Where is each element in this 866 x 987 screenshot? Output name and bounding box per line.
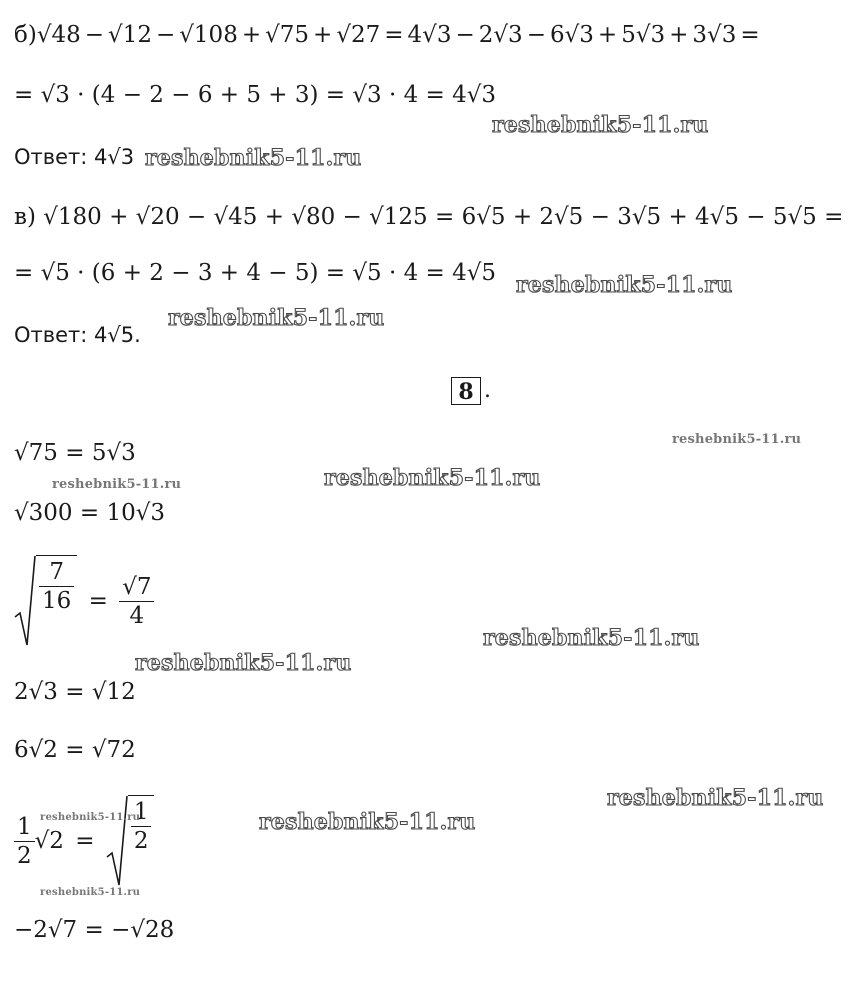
fraction-denominator: 4 — [129, 602, 145, 629]
watermark: reshebnik5-11.ru — [607, 785, 824, 811]
expression-token: √75 — [265, 22, 310, 48]
expression-token: √12 — [108, 22, 152, 48]
expression-token: − — [155, 22, 176, 48]
watermark: reshebnik5-11.ru — [52, 477, 182, 492]
fraction-1-2 — [14, 813, 35, 870]
task8-eq-2: √300 = 10√3 — [14, 500, 166, 526]
task8-eq-5: 6√2 = √72 — [14, 737, 136, 763]
watermark: reshebnik5-11.ru — [516, 272, 733, 298]
task8-eq-1: √75 = 5√3 — [14, 440, 136, 466]
part-b-expression — [37, 22, 764, 48]
task8-eq-7: −2√7 = −√28 — [14, 917, 175, 943]
watermark: reshebnik5-11.ru — [40, 812, 141, 823]
fraction-numerator: √7 — [119, 573, 154, 602]
fraction-denominator: 16 — [42, 588, 72, 614]
part-v-prefix: в) — [14, 204, 36, 230]
watermark: reshebnik5-11.ru — [483, 625, 700, 651]
watermark: reshebnik5-11.ru — [324, 465, 541, 491]
sqrt-of-fraction — [106, 795, 155, 887]
expression-token: 3√3 — [692, 22, 737, 48]
task-number-box: 8 — [451, 377, 481, 405]
fraction-numerator: 1 — [14, 813, 35, 842]
fraction-denominator: 2 — [17, 842, 32, 869]
watermark: reshebnik5-11.ru — [135, 650, 352, 676]
expression-token: 5√3 — [621, 22, 666, 48]
sqrt-of-fraction — [14, 555, 77, 647]
watermark: reshebnik5-11.ru — [168, 305, 385, 331]
expression-token: √108 — [179, 22, 238, 48]
task8-eq-3 — [14, 555, 154, 647]
fraction-numerator: 1 — [131, 798, 152, 827]
expression-token: + — [313, 22, 333, 48]
watermark: reshebnik5-11.ru — [145, 145, 362, 171]
watermark: reshebnik5-11.ru — [259, 809, 476, 835]
part-v-line-1 — [14, 202, 843, 232]
fraction-1-2-under-root — [131, 798, 152, 855]
part-v-expression: √180 + √20 − √45 + √80 − √125 = 6√5 + 2√5 − 3√5 + 4√5 − 5√5 = — [43, 204, 844, 230]
expression-token: = — [384, 22, 404, 48]
expression-token: − — [455, 22, 475, 48]
part-v-line-2: = √5 · (6 + 2 − 3 + 4 − 5) = √5 · 4 = 4√5 — [14, 260, 497, 286]
expression-token: 2√3 — [478, 22, 523, 48]
task8-eq-6 — [14, 795, 154, 887]
fraction-denominator: 2 — [133, 828, 149, 854]
part-b-line-2: = √3 · (4 − 2 − 6 + 5 + 3) = √3 · 4 = 4√3 — [14, 82, 497, 108]
expression-token: + — [669, 22, 689, 48]
expression-token: + — [241, 22, 262, 48]
expression-token: = — [740, 22, 760, 48]
radical-sign-icon — [106, 795, 128, 887]
watermark: reshebnik5-11.ru — [492, 112, 709, 138]
part-b-line-1 — [14, 20, 764, 50]
part-b-prefix: б) — [14, 22, 37, 48]
task8-eq-4: 2√3 = √12 — [14, 679, 136, 705]
part-b-answer: Ответ: 4√3 — [14, 145, 135, 169]
radical-sign-icon — [14, 555, 36, 647]
expression-token: 4√3 — [407, 22, 452, 48]
equals-sign: = — [75, 828, 95, 854]
watermark: reshebnik5-11.ru — [40, 887, 141, 898]
fraction-7-16 — [39, 558, 74, 615]
expression-token: √27 — [336, 22, 381, 48]
expression-token: + — [597, 22, 618, 48]
expression-token: √48 — [36, 22, 81, 48]
expression-token: − — [84, 22, 105, 48]
task-number-dot: . — [484, 378, 491, 403]
equals-sign: = — [88, 588, 108, 614]
root-2: √2 — [34, 828, 64, 854]
watermark: reshebnik5-11.ru — [672, 432, 802, 447]
expression-token: − — [526, 22, 546, 48]
fraction-numerator: 7 — [39, 558, 74, 587]
fraction-root7-4 — [119, 573, 154, 630]
part-v-answer: Ответ: 4√5. — [14, 323, 141, 347]
expression-token: 6√3 — [549, 22, 594, 48]
